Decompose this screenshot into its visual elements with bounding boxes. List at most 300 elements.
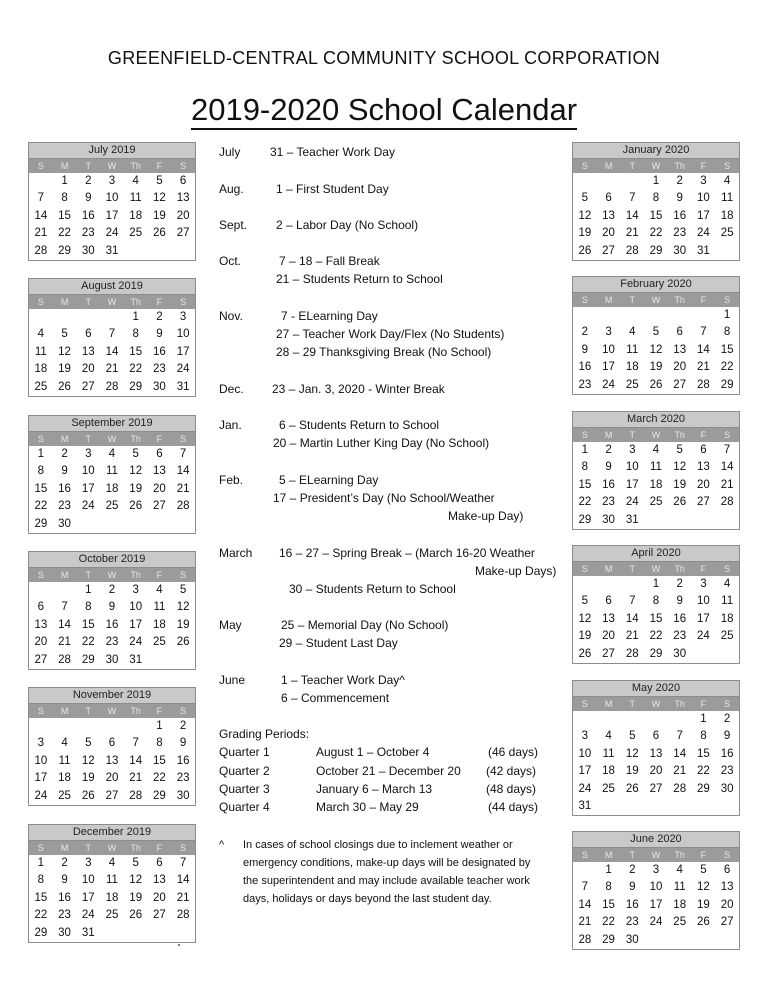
empty-day-cell [715,646,739,663]
day-cell: 9 [676,192,683,205]
day-cell: 22 [649,630,663,643]
day-cell: 5 [652,326,660,339]
empty-day-cell [76,516,100,533]
day-cell: 28 [697,378,710,391]
day-cell: 15 [81,618,95,631]
day-cell: 27 [105,789,119,802]
day-cell: 7 [581,881,589,894]
day-cell: 23 [58,500,71,513]
day-cell: 18 [720,612,734,625]
event-month-march: March [219,546,253,560]
month-title: October 2019 [29,552,195,568]
day-cell: 25 [105,500,119,513]
day-cell: 15 [720,343,734,356]
day-cell: 27 [673,378,687,391]
empty-day-cell [597,711,621,728]
day-cell: 15 [578,478,592,491]
day-cell: 13 [602,612,615,625]
day-cell: 17 [578,765,592,778]
day-cell: 16 [602,478,615,491]
day-cell: 9 [108,601,116,614]
event-line: 1 – Teacher Work Day^ [281,673,405,687]
weekday-label: Th [130,161,141,171]
day-cell: 19 [625,765,639,778]
day-cell: 20 [602,630,615,643]
empty-day-cell [171,243,195,260]
day-cell: 18 [34,363,48,376]
day-cell: 24 [625,496,639,509]
day-cell: 25 [602,782,615,795]
day-grid [29,582,195,669]
day-cell: 21 [176,891,190,904]
month-title: June 2020 [573,832,739,848]
day-cell: 9 [156,328,163,341]
empty-day-cell [692,932,716,949]
month-calendar-nov-2019 [28,687,196,806]
day-cell: 11 [721,595,734,608]
weekday-label: F [156,570,163,580]
event-line: 20 – Martin Luther King Day (No School) [273,436,490,450]
day-cell: 26 [176,636,190,649]
grading-range: October 21 – December 20 [316,764,461,778]
day-cell: 21 [129,772,143,785]
day-cell: 29 [58,244,71,257]
weekday-label: S [180,161,187,171]
event-month-july: July [219,145,241,159]
weekday-label: F [156,297,163,307]
empty-day-cell [29,309,53,326]
day-cell: 15 [153,754,166,767]
day-cell: 11 [106,874,118,887]
day-cell: 10 [34,754,48,767]
day-cell: 12 [176,601,190,614]
event-month-jan: Jan. [219,418,242,432]
day-cell: 23 [720,765,734,778]
day-cell: 21 [105,363,119,376]
month-calendar-aug-2019 [28,278,196,397]
day-grid [573,862,739,949]
day-cell: 1 [581,444,589,456]
day-cell: 9 [85,192,92,205]
day-cell: 11 [58,754,71,767]
weekday-header [29,432,195,446]
day-cell: 25 [58,789,71,802]
day-cell: 25 [625,378,639,391]
empty-day-cell [100,718,124,735]
day-cell: 12 [578,209,592,222]
day-cell: 4 [132,175,139,187]
day-cell: 23 [105,636,119,649]
grading-heading: Grading Periods: [219,727,310,741]
empty-day-cell [124,516,148,533]
weekday-label: Th [674,564,685,574]
day-cell: 12 [129,465,143,478]
day-cell: 19 [129,482,143,495]
day-cell: 6 [179,175,187,187]
day-cell: 24 [697,227,710,240]
day-cell: 15 [34,482,48,495]
day-cell: 3 [108,175,116,187]
day-cell: 19 [129,891,143,904]
day-cell: 8 [37,874,45,887]
month-calendar-oct-2019 [28,551,196,670]
empty-day-cell [644,932,668,949]
day-cell: 17 [81,891,95,904]
empty-day-cell [76,718,100,735]
day-cell: 11 [129,192,142,205]
day-cell: 23 [625,916,639,929]
day-cell: 1 [132,311,139,323]
day-cell: 19 [176,618,190,631]
day-cell: 23 [602,496,615,509]
event-line: Make-up Day) [448,509,524,523]
empty-day-cell [148,516,172,533]
day-cell: 15 [602,898,615,911]
day-cell: 7 [61,601,68,614]
month-calendar-dec-2019 [28,824,196,943]
weekday-label: T [85,161,92,171]
empty-day-cell [100,516,124,533]
day-cell: 16 [105,618,119,631]
weekday-label: W [651,564,661,574]
day-cell: 28 [105,380,119,393]
day-cell: 27 [34,653,48,666]
weekday-header [573,159,739,173]
day-cell: 19 [649,361,663,374]
month-title: July 2019 [29,143,195,159]
month-calendar-mar-2020 [572,411,740,530]
event-line: 31 – Teacher Work Day [270,145,395,159]
day-cell: 2 [61,448,68,460]
day-cell: 15 [58,209,71,222]
day-cell: 16 [58,891,71,904]
weekday-label: Th [130,434,141,444]
empty-day-cell [171,925,195,942]
weekday-header [29,159,195,173]
day-cell: 5 [61,328,68,341]
day-cell: 9 [723,730,731,743]
day-cell: 22 [129,363,143,376]
day-cell: 10 [578,747,592,760]
empty-day-cell [76,309,100,326]
day-cell: 7 [629,192,636,205]
day-grid [29,855,195,942]
day-cell: 6 [723,864,731,876]
day-cell: 8 [605,881,612,894]
weekday-label: S [180,570,187,580]
day-grid [29,173,195,260]
day-cell: 13 [105,754,119,767]
day-cell: 30 [58,517,71,530]
day-cell: 25 [153,636,166,649]
day-cell: 10 [81,874,95,887]
weekday-label: M [60,297,69,307]
day-cell: 9 [605,461,612,474]
day-cell: 11 [673,881,686,894]
weekday-label: T [629,564,636,574]
event-line: Make-up Days) [475,564,557,578]
day-cell: 13 [153,874,166,887]
empty-day-cell [644,711,668,728]
empty-day-cell [29,173,53,190]
day-grid [29,446,195,533]
day-cell: 10 [602,343,615,356]
weekday-label: F [156,706,163,716]
day-cell: 12 [697,881,710,894]
day-cell: 9 [179,737,187,750]
day-cell: 25 [34,380,48,393]
day-cell: 6 [156,857,163,869]
weekday-label: M [604,699,613,709]
day-grid [29,718,195,805]
day-cell: 22 [153,772,166,785]
day-cell: 4 [61,737,68,750]
day-cell: 11 [602,747,615,760]
day-cell: 24 [34,789,48,802]
day-cell: 25 [720,630,734,643]
event-line: 23 – Jan. 3, 2020 - Winter Break [272,382,445,396]
day-cell: 2 [179,720,187,732]
day-cell: 4 [108,448,116,460]
day-cell: 27 [81,380,95,393]
empty-day-cell [668,307,692,324]
day-cell: 21 [578,916,592,929]
day-cell: 20 [649,765,663,778]
day-cell: 16 [673,209,687,222]
empty-day-cell [668,932,692,949]
day-cell: 10 [697,595,710,608]
day-cell: 2 [605,444,612,456]
day-cell: 20 [176,209,190,222]
day-cell: 1 [605,864,612,876]
weekday-header [29,841,195,855]
day-cell: 9 [676,595,683,608]
day-cell: 20 [34,636,48,649]
day-cell: 18 [129,209,143,222]
day-cell: 10 [129,601,143,614]
empty-day-cell [668,798,692,815]
empty-day-cell [53,582,77,599]
empty-day-cell [100,309,124,326]
day-cell: 29 [81,653,95,666]
day-cell: 20 [153,891,166,904]
weekday-label: Th [674,850,685,860]
empty-day-cell [573,576,597,593]
day-cell: 1 [156,720,163,732]
day-cell: 17 [34,772,48,785]
weekday-label: F [700,564,707,574]
day-cell: 23 [673,227,687,240]
day-cell: 8 [652,595,660,608]
day-cell: 28 [176,500,190,513]
month-calendar-jul-2019 [28,142,196,261]
day-cell: 18 [58,772,71,785]
empty-day-cell [715,512,739,529]
day-cell: 7 [37,192,45,205]
weekday-label: M [60,570,69,580]
day-cell: 2 [581,326,589,339]
day-cell: 3 [37,737,45,750]
month-title: December 2019 [29,825,195,841]
day-cell: 12 [625,747,639,760]
day-cell: 21 [625,227,639,240]
day-cell: 26 [129,500,143,513]
weekday-label: S [724,161,731,171]
weekday-header [573,697,739,711]
day-cell: 21 [176,482,190,495]
day-cell: 27 [720,916,734,929]
weekday-label: T [629,699,636,709]
event-line: 17 – President’s Day (No School/Weather [273,491,495,505]
weekday-label: W [107,843,117,853]
weekday-header [29,704,195,718]
day-cell: 21 [673,765,687,778]
page-title-text: 2019-2020 School Calendar [191,92,577,130]
weekday-label: T [85,843,92,853]
day-cell: 29 [578,513,592,526]
day-cell: 6 [700,444,707,456]
empty-day-cell [692,798,716,815]
day-cell: 4 [723,578,731,590]
day-cell: 22 [578,496,592,509]
day-cell: 18 [720,209,734,222]
day-cell: 8 [156,737,163,750]
empty-day-cell [53,718,77,735]
month-title: February 2020 [573,277,739,293]
day-cell: 26 [649,378,663,391]
day-cell: 4 [156,584,163,596]
empty-day-cell [53,309,77,326]
day-cell: 24 [129,636,143,649]
month-title: August 2019 [29,279,195,295]
day-cell: 22 [34,500,48,513]
day-cell: 11 [650,461,662,474]
day-cell: 2 [156,311,163,323]
day-cell: 21 [625,630,639,643]
day-cell: 6 [605,192,612,205]
month-title: November 2019 [29,688,195,704]
day-cell: 14 [625,612,639,625]
header-organization: GREENFIELD-CENTRAL COMMUNITY SCHOOL CORPORATION [107,48,661,68]
day-cell: 16 [578,361,592,374]
empty-day-cell [692,512,716,529]
weekday-label: S [37,297,44,307]
day-cell: 23 [81,227,95,240]
day-cell: 13 [176,192,190,205]
weekday-label: W [107,570,117,580]
day-cell: 17 [176,345,190,358]
weekday-label: S [180,434,187,444]
day-cell: 5 [132,448,139,460]
day-cell: 29 [649,244,663,257]
grading-days: (42 days) [486,764,537,778]
day-cell: 7 [723,444,731,456]
day-cell: 19 [578,227,592,240]
day-cell: 20 [720,898,734,911]
weekday-label: M [604,850,613,860]
day-cell: 27 [649,782,663,795]
month-calendar-feb-2020 [572,276,740,395]
day-cell: 6 [676,326,683,339]
day-cell: 17 [81,482,95,495]
empty-day-cell [100,925,124,942]
empty-day-cell [692,646,716,663]
event-line: 1 – First Student Day [276,182,389,196]
weekday-header [29,295,195,309]
weekday-label: W [651,161,661,171]
event-month-oct: Oct. [219,254,242,268]
weekday-label: T [85,570,92,580]
day-cell: 24 [81,909,95,922]
empty-day-cell [124,925,148,942]
weekday-header [29,568,195,582]
day-cell: 26 [81,789,95,802]
weekday-label: Th [130,706,141,716]
day-cell: 12 [153,192,166,205]
day-cell: 15 [129,345,143,358]
weekday-header [573,428,739,442]
day-cell: 29 [34,926,48,939]
day-cell: 21 [720,478,734,491]
day-cell: 28 [625,244,639,257]
day-cell: 6 [85,328,92,341]
empty-day-cell [692,307,716,324]
day-cell: 17 [697,209,710,222]
weekday-label: M [604,295,613,305]
day-cell: 17 [129,618,143,631]
empty-day-cell [644,307,668,324]
empty-day-cell [620,576,644,593]
weekday-label: S [581,430,588,440]
day-cell: 3 [132,584,139,596]
day-cell: 13 [34,618,48,631]
day-cell: 4 [37,328,45,341]
day-cell: 29 [697,782,710,795]
event-line: 21 – Students Return to School [276,272,443,286]
day-cell: 11 [721,192,734,205]
day-cell: 19 [697,898,710,911]
day-cell: 10 [625,461,639,474]
day-cell: 2 [629,864,636,876]
weekday-label: Th [674,295,685,305]
day-cell: 22 [602,916,615,929]
day-cell: 16 [720,747,734,760]
day-cell: 6 [108,737,116,750]
day-grid [573,173,739,260]
empty-day-cell [597,307,621,324]
weekday-label: S [37,434,44,444]
weekday-label: M [60,434,69,444]
day-cell: 6 [652,730,660,743]
weekday-label: Th [674,161,685,171]
weekday-label: W [651,699,661,709]
page-title [0,92,768,128]
day-cell: 22 [81,636,95,649]
weekday-label: S [581,699,588,709]
day-cell: 7 [700,326,707,339]
day-cell: 23 [58,909,71,922]
day-cell: 1 [85,584,92,596]
day-cell: 28 [673,782,687,795]
day-cell: 5 [700,864,707,876]
day-cell: 31 [81,926,95,939]
day-cell: 22 [58,227,71,240]
day-grid [573,711,739,815]
empty-day-cell [29,718,53,735]
event-month-aug: Aug. [219,182,244,196]
event-month-sept: Sept. [219,218,248,232]
event-month-dec: Dec. [219,382,244,396]
